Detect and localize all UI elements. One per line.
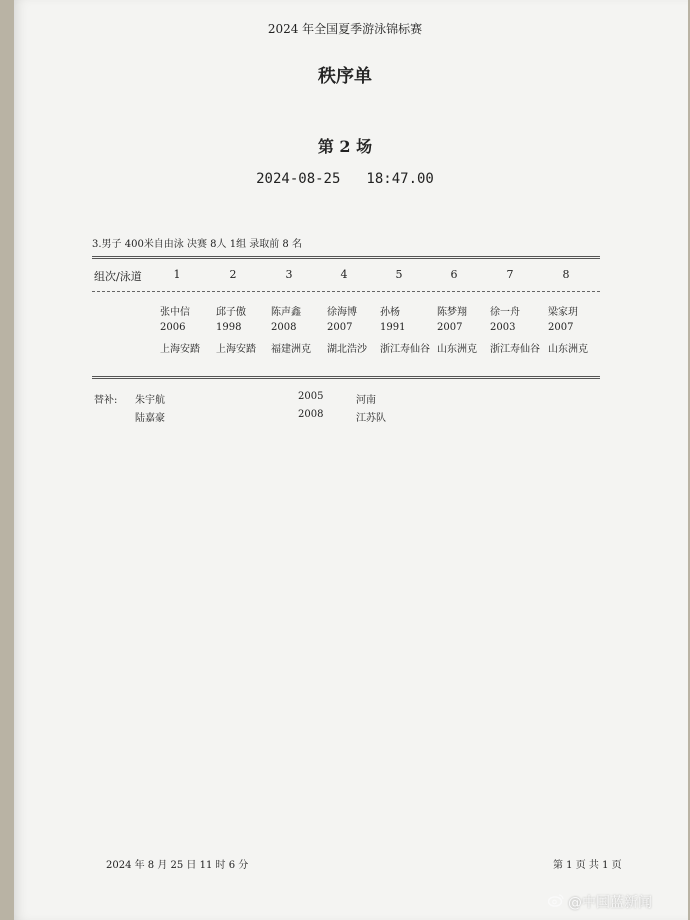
lane-number: 4 <box>340 268 348 281</box>
swimmer-name: 梁家玥 <box>548 307 578 318</box>
lane-header-label: 组次/泳道 <box>94 270 142 283</box>
reserve-label: 替补: <box>94 395 118 406</box>
birth-year: 1991 <box>380 322 406 333</box>
reserve-team: 河南 <box>356 395 376 406</box>
swimmer-name: 陈声鑫 <box>271 307 301 318</box>
session-datetime <box>0 171 690 187</box>
session-date: 2024-08-25 <box>256 171 341 187</box>
lane-number: 5 <box>395 268 403 281</box>
swimmer-name: 孙杨 <box>380 307 400 318</box>
reserve-year: 2008 <box>298 409 324 420</box>
lane-number: 7 <box>506 268 514 281</box>
session-label: 第 2 场 <box>317 137 373 156</box>
reserve-team: 江苏队 <box>356 413 386 424</box>
team-name: 浙江寿仙谷 <box>490 344 540 355</box>
reserve-name: 朱宇航 <box>135 395 165 406</box>
table-bottom-rule <box>92 376 600 379</box>
source-watermark: @中国蓝新闻 <box>568 895 652 911</box>
team-name: 湖北浩沙 <box>327 344 367 355</box>
lane-number: 8 <box>562 268 570 281</box>
lane-number: 1 <box>173 268 181 281</box>
swimmer-name: 邱子傲 <box>216 307 246 318</box>
reserve-year: 2005 <box>298 391 324 402</box>
swimmer-name: 徐一舟 <box>490 307 520 318</box>
team-name: 上海安踏 <box>216 344 256 355</box>
birth-year: 2007 <box>327 322 353 333</box>
swimmer-name: 徐海博 <box>327 307 357 318</box>
session-time: 18:47.00 <box>366 171 434 187</box>
lane-number: 2 <box>229 268 237 281</box>
team-name: 浙江寿仙谷 <box>380 344 430 355</box>
page-indicator: 第 1 页 共 1 页 <box>553 860 622 871</box>
document-title: 秩序单 <box>318 66 372 87</box>
team-name: 山东洲克 <box>548 344 588 355</box>
swimmer-name: 张中信 <box>160 307 190 318</box>
birth-year: 2008 <box>271 322 297 333</box>
event-title: 2024 年全国夏季游泳锦标赛 <box>267 22 423 36</box>
birth-year: 2007 <box>437 322 463 333</box>
birth-year: 2003 <box>490 322 516 333</box>
birth-year: 2007 <box>548 322 574 333</box>
reserve-name: 陆嘉豪 <box>135 413 165 424</box>
lane-number: 6 <box>450 268 458 281</box>
team-name: 上海安踏 <box>160 344 200 355</box>
swimmer-name: 陈梦翔 <box>437 307 467 318</box>
birth-year: 1998 <box>216 322 242 333</box>
header-divider <box>92 291 600 292</box>
table-top-rule <box>92 256 600 259</box>
print-timestamp: 2024 年 8 月 25 日 11 时 6 分 <box>106 860 249 871</box>
race-description: 3.男子 400米自由泳 决赛 8人 1组 录取前 8 名 <box>92 239 302 250</box>
lane-number: 3 <box>285 268 293 281</box>
weibo-logo-icon <box>548 893 564 907</box>
team-name: 福建洲克 <box>271 344 311 355</box>
birth-year: 2006 <box>160 322 186 333</box>
team-name: 山东洲克 <box>437 344 477 355</box>
